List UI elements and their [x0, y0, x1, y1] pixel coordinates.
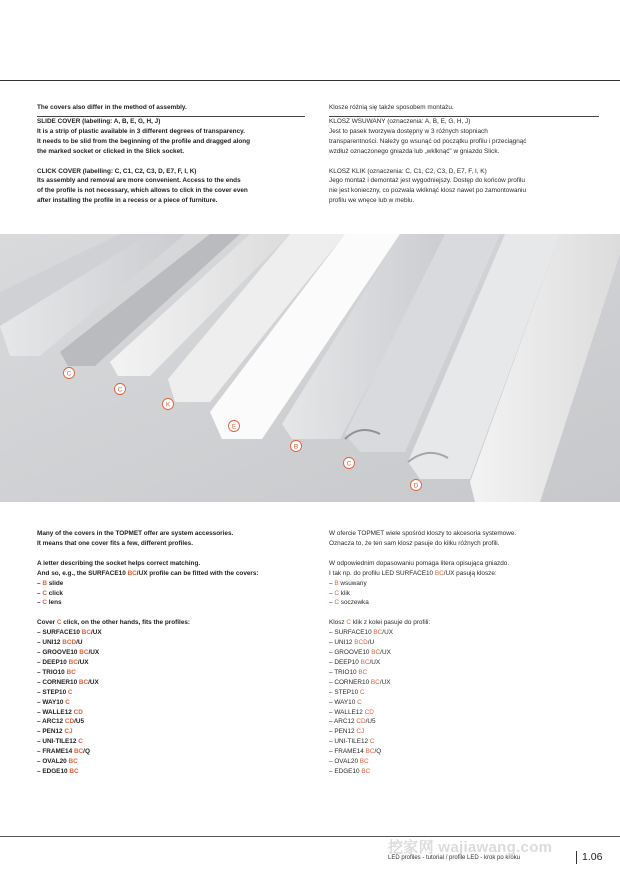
slide-cover-line: It is a strip of plastic available in 3 different degrees of transparency. — [37, 127, 245, 135]
klosz-klik-title: KLOSZ KLIK (oznaczenia: C, C1, C2, C3, D, E7, F, I, K) — [329, 167, 487, 175]
profile-item: – FRAME14 BC/Q — [37, 748, 90, 756]
click-cover-title: CLICK COVER (labelling: C, C1, C2, C3, D, E7, F, I, K) — [37, 167, 197, 175]
profile-item: – STEP10 C — [329, 688, 365, 696]
socket-label — [344, 458, 355, 469]
profile-item: – OVAL20 BC — [329, 758, 369, 766]
slide-cover-title: SLIDE COVER (labelling: A, B, E, G, H, J) — [37, 117, 161, 125]
socket-cover-item: – B wsuwany — [329, 579, 367, 587]
profile-list — [37, 628, 305, 777]
top-left-column — [37, 103, 305, 206]
klosz-wsuwany-line: Jest to pasek tworzywa dostępny w 3 różnych stopniach — [329, 127, 488, 135]
footer-title: LED profiles - tutorial / profile LED - krok po kroku — [388, 855, 521, 861]
intro-heading-en: The covers also differ in the method of assembly. — [37, 103, 305, 117]
socket-cover-item: – C lens — [37, 599, 62, 607]
socket-cover-item: – B slide — [37, 579, 64, 587]
top-rule — [0, 80, 620, 81]
profile-item: – WALLE12 CD — [37, 708, 83, 716]
profile-list — [329, 628, 599, 777]
klosz-wsuwany-line: wzdłuż oznaczonego gniazda lub „wklknąć" w gniazdo Slick. — [329, 147, 500, 155]
covers-photo — [0, 234, 620, 502]
profile-item: – GROOVE10 BC/UX — [329, 649, 391, 657]
click-cover-line: after installing the profile in a recess or a piece of furniture. — [37, 197, 218, 205]
system-intro-line: Oznacza to, że ten sam klosz pasuje do kilku różnych profili. — [329, 539, 500, 547]
profile-item: – ARC12 CD/U5 — [37, 718, 85, 726]
fits-intro: Klosz C klik z kolei pasuje do profili: — [329, 619, 431, 627]
socket-label — [64, 368, 75, 379]
profile-item: – TRIO10 BC — [329, 668, 368, 676]
profile-item: – DEEP10 BC/UX — [37, 658, 89, 666]
profile-item: – EDGE10 BC — [37, 767, 79, 775]
top-right-column — [329, 103, 599, 206]
socket-label — [163, 399, 174, 410]
profile-item: – CORNER10 BC/UX — [37, 678, 99, 686]
profile-item: – UNI-TILE12 C — [329, 738, 375, 746]
profile-item: – WAY10 C — [37, 698, 70, 706]
socket-cover-list — [329, 579, 599, 609]
bottom-left-column — [37, 529, 305, 777]
socket-cover-item: – C click — [37, 589, 63, 597]
socket-cover-item: – C klik — [329, 589, 350, 597]
profile-item: – STEP10 C — [37, 688, 73, 696]
click-cover-line: Its assembly and removal are more convenient. Access to the ends — [37, 177, 241, 185]
system-intro-line: It means that one cover fits a few, different profiles. — [37, 539, 194, 547]
profile-item: – DEEP10 BC/UX — [329, 658, 381, 666]
socket-intro-line: I tak np. do profilu LED SURFACE10 BC/UX pasują klosze: — [329, 569, 497, 577]
socket-label — [291, 441, 302, 452]
profile-item: – EDGE10 BC — [329, 767, 371, 775]
footer-separator — [576, 851, 577, 864]
svg-text:C: C — [346, 460, 352, 468]
socket-label — [229, 421, 240, 432]
svg-text:B: B — [293, 443, 299, 451]
intro-heading-pl: Klosze różnią się także sposobem montażu. — [329, 103, 599, 117]
bottom-right-column — [329, 529, 599, 777]
socket-intro-line: And so, e.g., the SURFACE10 BC/UX profile can be fitted with the covers: — [37, 569, 259, 577]
klosz-klik-line: Jego montaż i demontaż jest wygodniejszy. Dostęp do końców profilu — [329, 177, 525, 185]
klosz-wsuwany-line: transparentności. Należy go wsunąć od początku profilu i przeciągnąć — [329, 137, 527, 145]
page-number: 1.06 — [582, 851, 603, 863]
profile-item: – UNI12 BCD/U — [329, 639, 375, 647]
socket-label — [115, 384, 126, 395]
svg-text:C: C — [117, 386, 123, 394]
profile-item: – ARC12 CD/U5 — [329, 718, 376, 726]
profile-item: – OVAL20 BC — [37, 758, 78, 766]
slide-cover-line: It needs to be slid from the beginning of the profile and dragged along — [37, 137, 251, 145]
profile-item: – UNI-TILE12 C — [37, 738, 83, 746]
profile-item: – SURFACE10 BC/UX — [37, 629, 102, 637]
profile-item: – GROOVE10 BC/UX — [37, 649, 100, 657]
socket-cover-list — [37, 579, 305, 609]
profile-item: – WALLE12 CD — [329, 708, 374, 716]
svg-text:K: K — [165, 401, 171, 409]
profile-item: – WAY10 C — [329, 698, 362, 706]
profile-item: – PEN12 CJ — [329, 728, 365, 736]
system-intro-line: W ofercie TOPMET wiele spośród kloszy to akcesoria systemowe. — [329, 530, 517, 537]
click-cover-line: of the profile is not necessary, which allows to click in the cover even — [37, 187, 248, 195]
slide-cover-line: the marked socket or clicked in the Slick socket. — [37, 147, 185, 155]
watermark: 挖家网 wajiawang.com — [388, 839, 553, 856]
system-intro-line: Many of the covers in the TOPMET offer are system accessories. — [37, 530, 234, 537]
fits-intro: Cover C click, on the other hands, fits the profiles: — [37, 619, 191, 627]
socket-intro-line: W odpowiednim dopasowaniu pomaga litera opisująca gniazdo. — [329, 559, 510, 567]
profile-item: – FRAME14 BC/Q — [329, 748, 382, 756]
socket-intro-line: A letter describing the socket helps correct matching. — [37, 559, 201, 567]
profile-item: – TRIO10 BC — [37, 668, 76, 676]
svg-text:D: D — [413, 482, 419, 490]
profile-item: – SURFACE10 BC/UX — [329, 629, 393, 637]
svg-text:E: E — [231, 423, 237, 431]
profile-item: – CORNER10 BC/UX — [329, 678, 391, 686]
klosz-klik-line: profilu we wnęce lub w meblu. — [329, 197, 415, 205]
socket-label — [411, 480, 422, 491]
svg-text:C: C — [66, 370, 72, 378]
profile-item: – UNI12 BCD/U — [37, 639, 83, 647]
profile-item: – PEN12 CJ — [37, 728, 73, 736]
klosz-klik-line: nie jest konieczny, co pozwala wklknąć klosz nawet po zamontowaniu — [329, 187, 527, 195]
klosz-wsuwany-title: KLOSZ WSUWANY (oznaczenia: A, B, E, G, H, J) — [329, 117, 471, 125]
socket-cover-item: – C soczewka — [329, 599, 369, 607]
